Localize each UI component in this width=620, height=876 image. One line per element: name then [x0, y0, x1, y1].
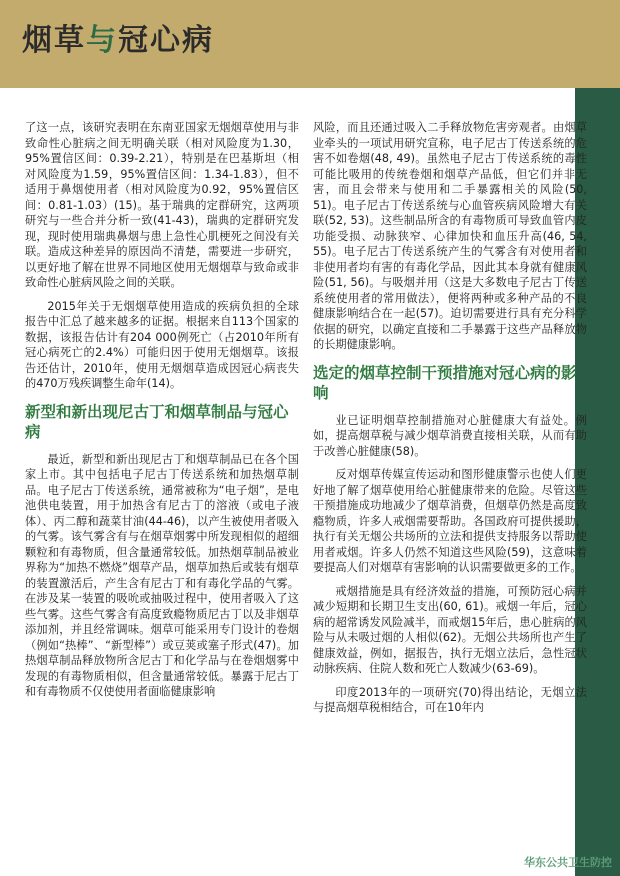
left-paragraph-3: 最近，新型和新出现尼古丁和烟草制品已在各个国家上市。其中包括电子尼古丁传送系统和加热烟草制品。电子尼古丁传送系统，通常被称为“电子烟”，是电池供电装置，用于加热含有尼古丁的溶液（或电子液体）、丙二醇和蔬菜甘油(44-46)，以产生被使用者吸入的气雾。该气雾含有与在烟草烟雾中所发现相似的超细颗粒和有毒物质，但含量通常较低。加热烟草制品被业界称为“加热不燃烧”烟草产品，烟草加热后或装有烟草的装置激活后，产生含有尼古丁和有毒化学品的气雾。在涉及某一装置的吸吮或抽吸过程中，使用者吸入了这些气雾。这些气雾含有高度致瘾物质尼古丁以及非烟草添加剂，并且经常调味。烟草可能采用专门设计的卷烟（例如“热棒”、“新型棒”）或豆荚或塞子形式(47)。加热烟草制品释放物所含尼古丁和化学品与在卷烟烟雾中发现的有毒物质相似，但含量通常较低。暴露于尼古丁和有毒物质不仅使使用者面临健康影响 — [25, 452, 299, 698]
title-part-chd: 冠心病 — [118, 23, 214, 58]
right-paragraph-4: 戒烟措施是具有经济效益的措施，可预防冠心病并减少短期和长期卫生支出(60, 61)。戒烟一年后，冠心病的超常诱发风险减半，而戒烟15年后，患心脏病的风险与从未吸过烟的人相似(62)。无烟公共场所也产生了健康效益，例如，据报告，执行无烟立法后，急性冠状动脉疾病、住院人数和死亡人数减少(63-69)。 — [313, 584, 587, 675]
right-column — [313, 120, 587, 724]
left-paragraph-2: 2015年关于无烟烟草使用造成的疾病负担的全球报告中汇总了越来越多的证据。根据来自113个国家的数据，该报告估计有204 000例死亡（占2010年所有冠心病死亡的2.4%）可能归因于使用无烟烟草。该报告还估计，2010年，使用无烟烟草造成因冠心病丧失的470万残疾调整生命年(14)。 — [25, 299, 299, 390]
right-paragraph-1: 风险，而且还通过吸入二手释放物危害旁观者。由烟草业牵头的一项试用研究宣称，电子尼古丁传送系统的危害不如卷烟(48, 49)。虽然电子尼古丁传送系统的毒性可能比吸用的传统卷烟和烟草产品低，但它们并非无害，而且会带来与使用和二手暴露相关的风险(50, 51)。电子尼古丁传送系统与心血管疾病风险增大有关联(52, 53)。这些制品所含的有毒物质可导致血管内皮功能受损、动脉狭窄、心律加快和血压升高(46, 54, 55)。电子尼古丁传送系统产生的气雾含有对使用者和非使用者均有害的有毒化学品，因此其本身就有健康风险(51, 56)。与吸烟并用（这是大多数电子尼古丁传送系统使用者的常用做法），便将两种或多种产品的不良健康影响结合在一起(57)。迫切需要进行具有充分科学依据的研究，以确定直接和二手暴露于这些产品释放物的长期健康影响。 — [313, 121, 587, 351]
section-heading-interventions: 选定的烟草控制干预措施对冠心病的影响 — [313, 363, 577, 402]
page-header — [0, 0, 620, 88]
watermark: 华东公共卫生防控 — [524, 856, 612, 869]
left-column — [25, 120, 299, 708]
section-heading-new-products: 新型和新出现尼古丁和烟草制品与冠心病 — [25, 402, 289, 441]
title-part-tobacco: 烟草 — [22, 23, 86, 58]
title-part-and: 与 — [86, 23, 118, 58]
right-paragraph-2: 业已证明烟草控制措施对心脏健康大有益处。例如，提高烟草税与减少烟草消费直接相关联，从而有助于改善心脏健康(58)。 — [313, 413, 587, 458]
page-title — [22, 23, 214, 58]
right-paragraph-5: 印度2013年的一项研究(70)得出结论，无烟立法与提高烟草税相结合，可在10年内 — [313, 685, 587, 714]
right-paragraph-3: 反对烟草传媒宣传运动和图形健康警示也使人们更好地了解了烟草使用给心脏健康带来的危险。尽管这些干预措施成功地减少了烟草消费，但烟草仍然是高度致瘾物质，许多人戒烟需要帮助。各国政府可提供援助，执行有关无烟公共场所的立法和提供支持服务以帮助使用者戒烟。许多人仍然不知道这些风险(59)，这意味着要提高人们对烟草有害影响的认识需要做更多的工作。 — [313, 468, 587, 574]
left-paragraph-1: 了这一点，该研究表明在东南亚国家无烟烟草使用与非致命性心脏病之间无明确关联（相对风险度为1.30，95%置信区间：0.39-2.21），特别是在巴基斯坦（相对风险度为1.59，95%置信区间：1.34-1.83），但不适用于鼻烟使用者（相对风险度为0.92，95%置信区间：0.81-1.03）(15)。基于瑞典的定群研究，这两项研究与一些合并分析一致(41-43)，瑞典的定群研究发现，现时使用瑞典鼻烟与患上急性心肌梗死之间没有关联。造成这种差异的原因尚不清楚，需要进一步研究，以更好地了解在世界不同地区使用无烟烟草与致命或非致命性心脏病风险之间的关联。 — [25, 121, 299, 289]
